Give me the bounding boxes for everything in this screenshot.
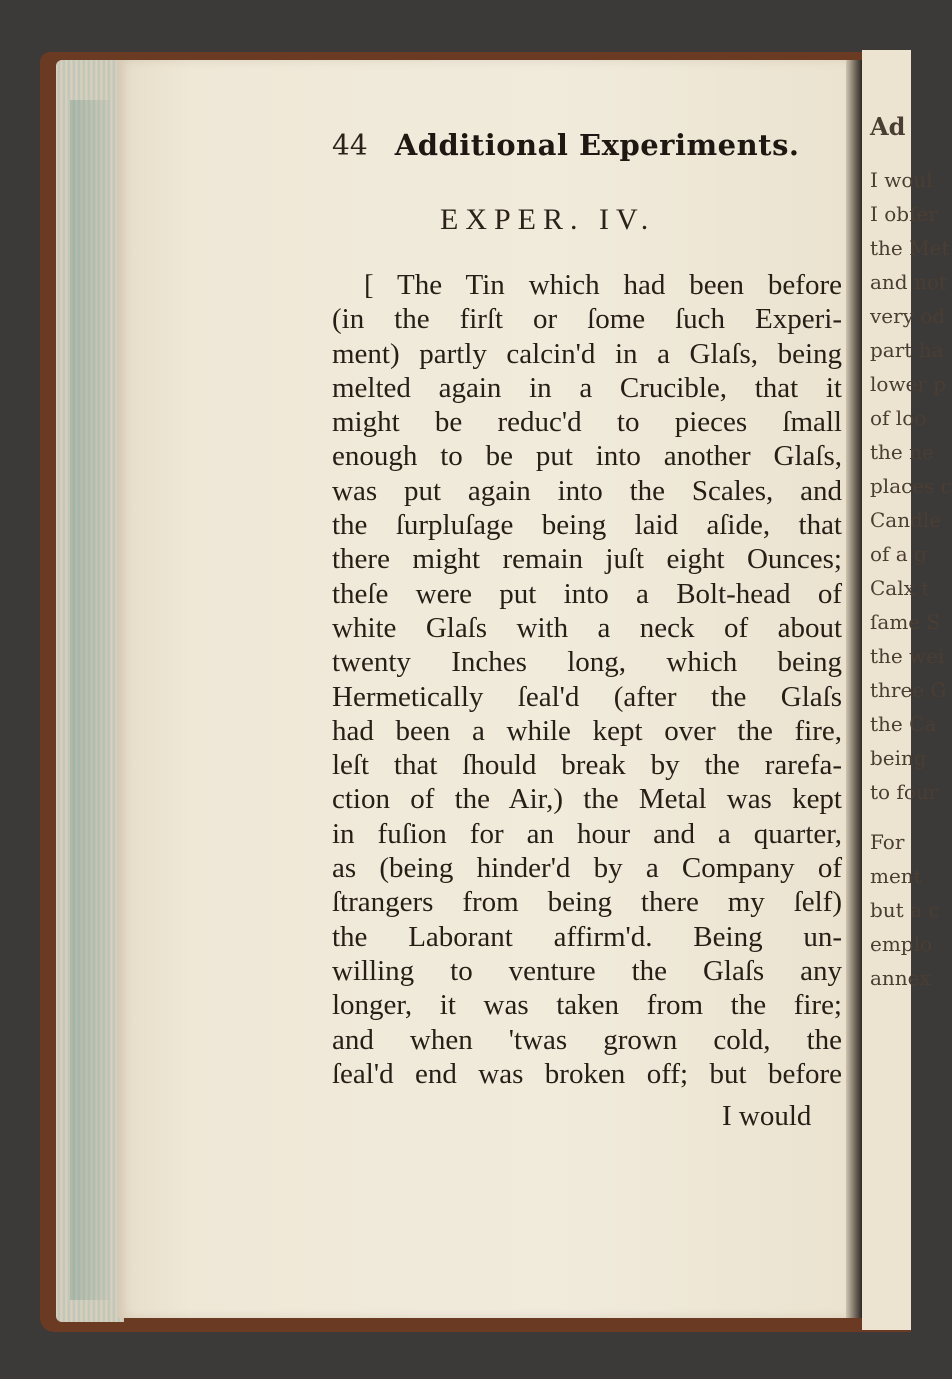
text-line: in fuſion for an hour and a quarter, <box>332 817 842 850</box>
text-line: leſt that ſhould break by the rarefa- <box>332 749 842 782</box>
text-line: longer, it was taken from the fire; <box>332 989 842 1022</box>
facing-page-line: the ne <box>870 440 934 464</box>
section-heading: EXPER. IV. <box>440 203 656 236</box>
facing-page-line: the Met <box>870 236 950 260</box>
body-text <box>332 268 842 1091</box>
text-line: the Laborant affirm'd. Being un- <box>332 920 842 953</box>
text-line: enough to be put into another Glaſs, <box>332 440 842 473</box>
text-line: twenty Inches long, which being <box>332 646 842 679</box>
facing-page-line: I woul <box>870 168 933 192</box>
book-gutter <box>846 60 862 1318</box>
facing-page <box>862 50 952 1330</box>
facing-page-line: ment <box>870 864 922 888</box>
facing-page-line: Calx t <box>870 576 930 600</box>
text-line: ment) partly calcin'd in a Glaſs, being <box>332 337 842 370</box>
page-header <box>332 128 800 168</box>
text-line: there might remain juſt eight Ounces; <box>332 543 842 576</box>
page-edges-tint <box>70 100 110 1300</box>
facing-page-line: but a c <box>870 898 940 922</box>
text-line: ſtrangers from being there my ſelf) <box>332 886 842 919</box>
text-line: Hermetically ſeal'd (after the Glaſs <box>332 680 842 713</box>
facing-page-line: I obſer <box>870 202 938 226</box>
text-line: had been a while kept over the fire, <box>332 714 842 747</box>
text-line: theſe were put into a Bolt-head of <box>332 577 842 610</box>
text-line: ſeal'd end was broken off; but before <box>332 1057 842 1090</box>
facing-page-line: Candle <box>870 508 942 532</box>
facing-page-line: and not <box>870 270 947 294</box>
text-line: melted again in a Crucible, that it <box>332 371 842 404</box>
catchword: I would <box>722 1100 812 1132</box>
facing-page-line: being <box>870 746 927 770</box>
facing-page-line: For <box>870 830 905 854</box>
page-number: 44 <box>332 128 368 162</box>
text-line: and when 'twas grown cold, the <box>332 1023 842 1056</box>
text-line: as (being hinder'd by a Company of <box>332 852 842 885</box>
text-line: ction of the Air,) the Metal was kept <box>332 783 842 816</box>
facing-page-line: three G <box>870 678 947 702</box>
facing-page-line: emplo <box>870 932 933 956</box>
facing-page-line: very od <box>870 304 946 328</box>
facing-page-line: the wei <box>870 644 945 668</box>
text-line: might be reduc'd to pieces ſmall <box>332 406 842 439</box>
facing-page-line: places c <box>870 474 952 498</box>
text-line: willing to venture the Glaſs any <box>332 954 842 987</box>
facing-page-line: of a g <box>870 542 927 566</box>
text-line: [ The Tin which had been before <box>364 269 842 301</box>
facing-page-line: ſame S <box>870 610 941 634</box>
facing-page-line: of loo <box>870 406 927 430</box>
facing-page-line: lower p <box>870 372 947 396</box>
facing-page-line: part ha <box>870 338 944 362</box>
text-line: was put again into the Scales, and <box>332 474 842 507</box>
text-line: (in the firſt or ſome ſuch Experi- <box>332 303 842 336</box>
text-line: white Glaſs with a neck of about <box>332 611 842 644</box>
facing-page-line: to four <box>870 780 939 804</box>
running-title: Additional Experiments. <box>394 128 800 162</box>
facing-page-line: the Ca <box>870 712 937 736</box>
facing-page-line: Ad <box>870 112 906 141</box>
text-line: the ſurpluſage being laid aſide, that <box>332 509 842 542</box>
facing-page-line: annex <box>870 966 931 990</box>
